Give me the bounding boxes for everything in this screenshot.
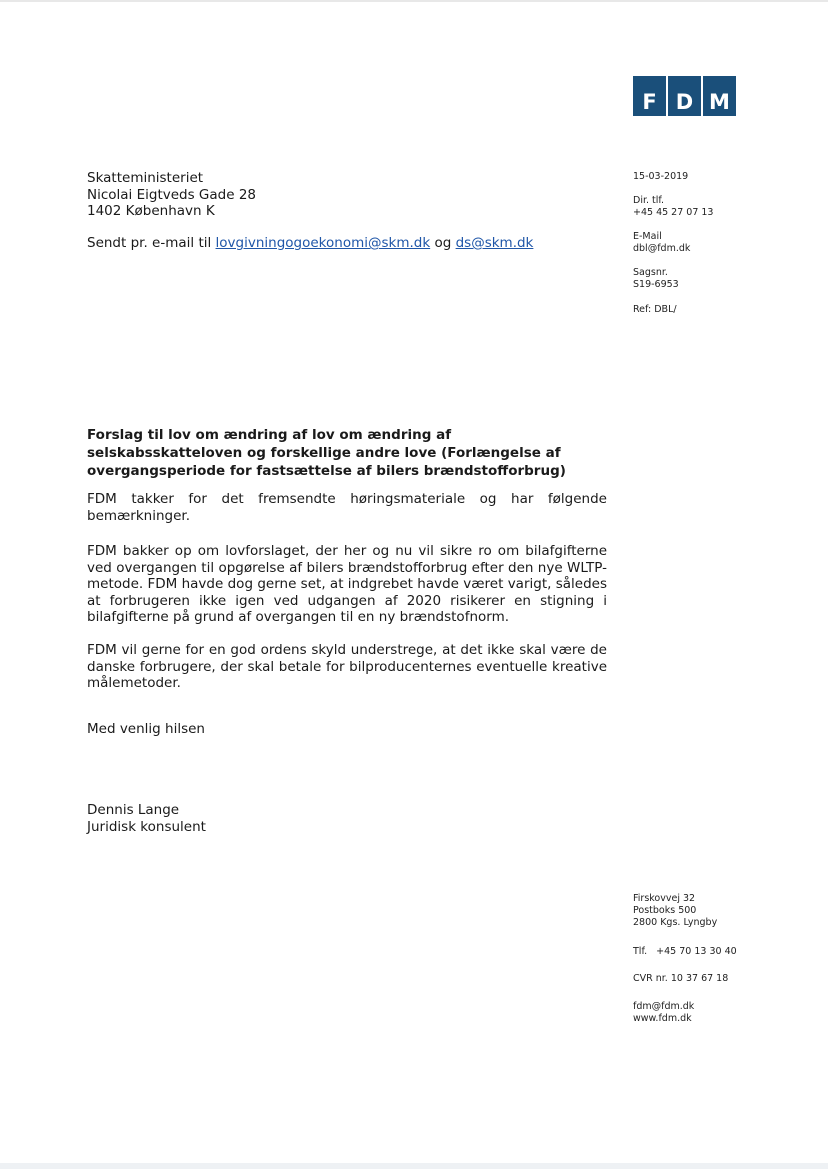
reference: Ref: DBL/ (633, 304, 677, 315)
sent-prefix: Sendt pr. e-mail til (87, 235, 216, 251)
direct-phone-block (633, 195, 713, 219)
footer-contact (633, 1001, 694, 1025)
recipient-address (87, 170, 256, 220)
recipient-city: 1402 København K (87, 203, 215, 219)
signer-name: Dennis Lange (87, 802, 180, 818)
letter-date: 15-03-2019 (633, 171, 689, 182)
footer-website: www.fdm.dk (633, 1013, 692, 1024)
logo-letter-m: M (703, 76, 736, 116)
direct-phone-label: Dir. tlf. (633, 195, 665, 206)
footer-address (633, 893, 717, 929)
paragraph-2: FDM bakker op om lovforslaget, der her og nu vil sikre ro om bilafgifterne ved overgangen til opgørelse af bilers brændstofforbrug efter den nye WLTP-metode. FDM havde dog gerne set, at indgrebet havde været varigt, således at forbrugeren ikke igen ved udgangen af 2020 risikerer en stigning i bilafgifterne på grund af overgangen til en ny brændstofnorm. (87, 543, 607, 625)
email-link-ds[interactable]: ds@skm.dk (455, 235, 534, 251)
sender-email: dbl@fdm.dk (633, 243, 691, 254)
email-link-lovgivning[interactable]: lovgivningogoekonomi@skm.dk (215, 235, 431, 251)
footer-city: 2800 Kgs. Lyngby (633, 917, 718, 928)
email-block (633, 231, 690, 255)
logo-letter-f: F (633, 76, 666, 116)
case-label: Sagsnr. (633, 267, 668, 278)
case-number: S19-6953 (633, 279, 679, 290)
footer-street: Firskovvej 32 (633, 893, 696, 904)
logo-letter-d: D (668, 76, 701, 116)
footer-email: fdm@fdm.dk (633, 1001, 695, 1012)
signature-block (87, 802, 206, 835)
closing-greeting: Med venlig hilsen (87, 721, 205, 737)
paragraph-1: FDM takker for det fremsendte høringsmateriale og har følgende bemærkninger. (87, 491, 607, 524)
sent-via-email-line (87, 235, 533, 251)
letter-subject: Forslag til lov om ændring af lov om ændring af selskabsskatteloven og forskellige andre love (Forlængelse af overgangsperiode for fastsættelse af bilers brændstofforbrug) (87, 427, 566, 479)
recipient-name: Skatteministeriet (87, 170, 204, 186)
footer-phone: Tlf. +45 70 13 30 40 (633, 946, 737, 957)
footer-cvr: CVR nr. 10 37 67 18 (633, 973, 729, 984)
case-block (633, 267, 679, 291)
sent-middle: og (430, 235, 456, 251)
scan-edge-bottom (0, 1163, 828, 1169)
fdm-logo (633, 76, 736, 116)
email-label: E-Mail (633, 231, 662, 242)
signer-title: Juridisk konsulent (87, 818, 206, 835)
scan-edge-top (0, 0, 828, 2)
paragraph-3: FDM vil gerne for en god ordens skyld understrege, at det ikke skal være de danske forbrugere, der skal betale for bilproducenternes eventuelle kreative målemetoder. (87, 642, 607, 691)
footer-pobox: Postboks 500 (633, 905, 697, 916)
recipient-street: Nicolai Eigtveds Gade 28 (87, 186, 257, 203)
direct-phone-number: +45 45 27 07 13 (633, 207, 714, 218)
